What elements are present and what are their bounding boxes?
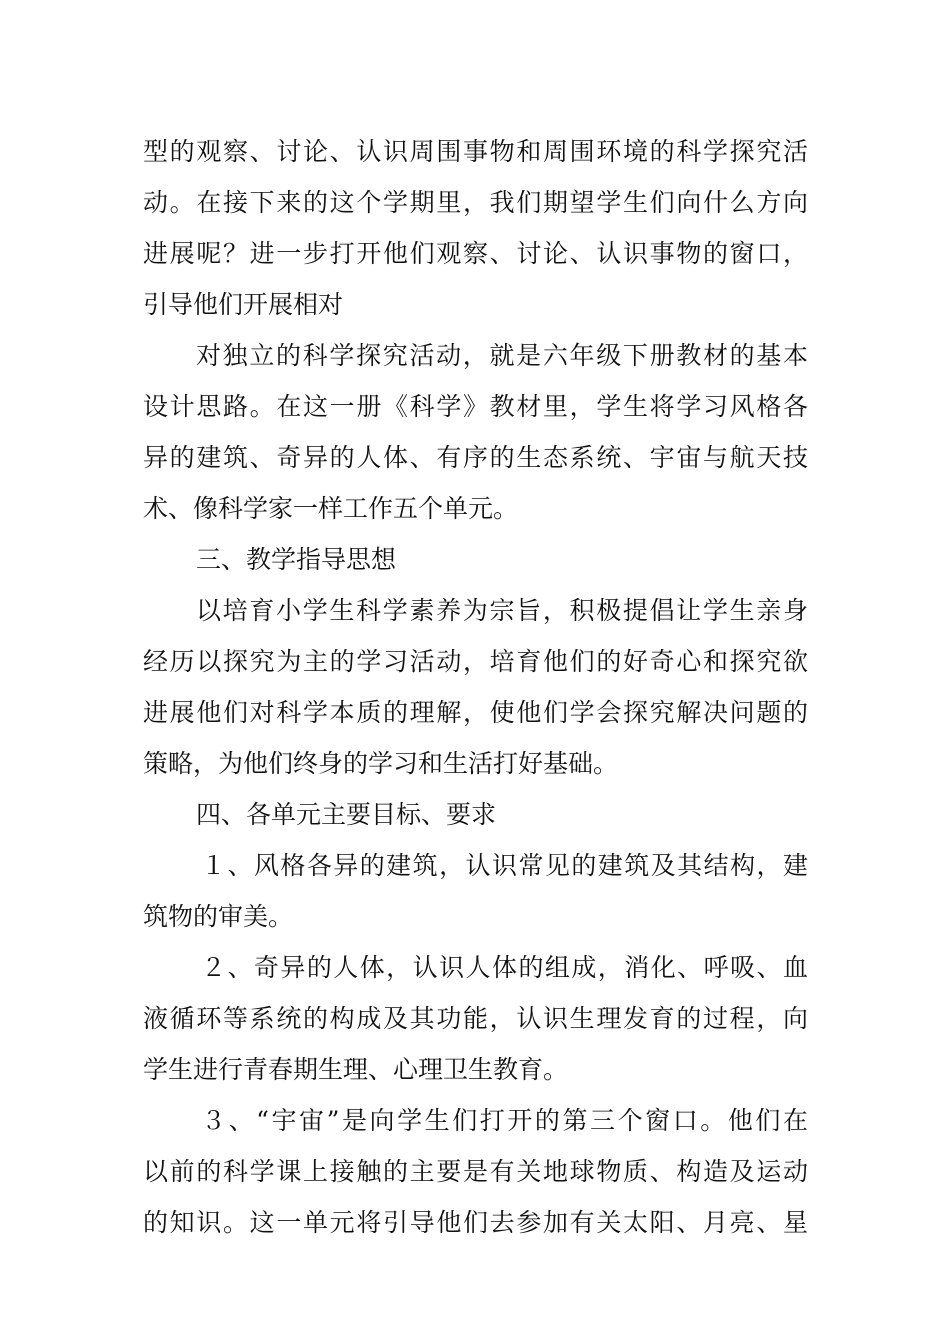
text-line: 学生进行青春期生理、心理卫生教育。 — [143, 1055, 569, 1084]
text-line: 进展他们对科学本质的理解，使他们学会探究解决问题的 — [143, 698, 808, 727]
body-text — [143, 126, 808, 1248]
list-item: １、风格各异的建筑，认识常见的建筑及其结构，建 — [201, 851, 808, 880]
text-line: 以前的科学课上接触的主要是有关地球物质、构造及运动 — [143, 1157, 808, 1186]
text-line: 型的观察、讨论、认识周围事物和周围环境的科学探究活 — [143, 137, 808, 166]
text-line: 筑物的审美。 — [143, 902, 294, 931]
text-line: 设计思路。在这一册《科学》教材里，学生将学习风格各 — [143, 392, 808, 421]
list-item: ２、奇异的人体，认识人体的组成，消化、呼吸、血 — [201, 953, 808, 982]
text-line: 动。在接下来的这个学期里，我们期望学生们向什么方向 — [143, 188, 808, 217]
text-line: 液循环等系统的构成及其功能，认识生理发育的过程，向 — [143, 1004, 808, 1033]
text-line: 引导他们开展相对 — [143, 290, 344, 319]
section-heading: 四、各单元主要目标、要求 — [196, 800, 497, 829]
text-line: 术、像科学家一样工作五个单元。 — [143, 494, 519, 523]
text-line: 的知识。这一单元将引导他们去参加有关太阳、月亮、星 — [143, 1208, 808, 1237]
paragraph-start: 以培育小学生科学素养为宗旨，积极提倡让学生亲身 — [196, 596, 808, 625]
text-line: 异的建筑、奇异的人体、有序的生态系统、宇宙与航天技 — [143, 443, 808, 472]
paragraph-start: 对独立的科学探究活动，就是六年级下册教材的基本 — [196, 341, 808, 370]
text-line: 策略，为他们终身的学习和生活打好基础。 — [143, 749, 619, 778]
section-heading: 三、教学指导思想 — [196, 545, 397, 574]
list-item: ３、“宇宙”是向学生们打开的第三个窗口。他们在 — [201, 1106, 808, 1135]
text-line: 经历以探究为主的学习活动，培育他们的好奇心和探究欲 — [143, 647, 808, 676]
text-line: 进展呢？进一步打开他们观察、讨论、认识事物的窗口， — [143, 239, 808, 268]
